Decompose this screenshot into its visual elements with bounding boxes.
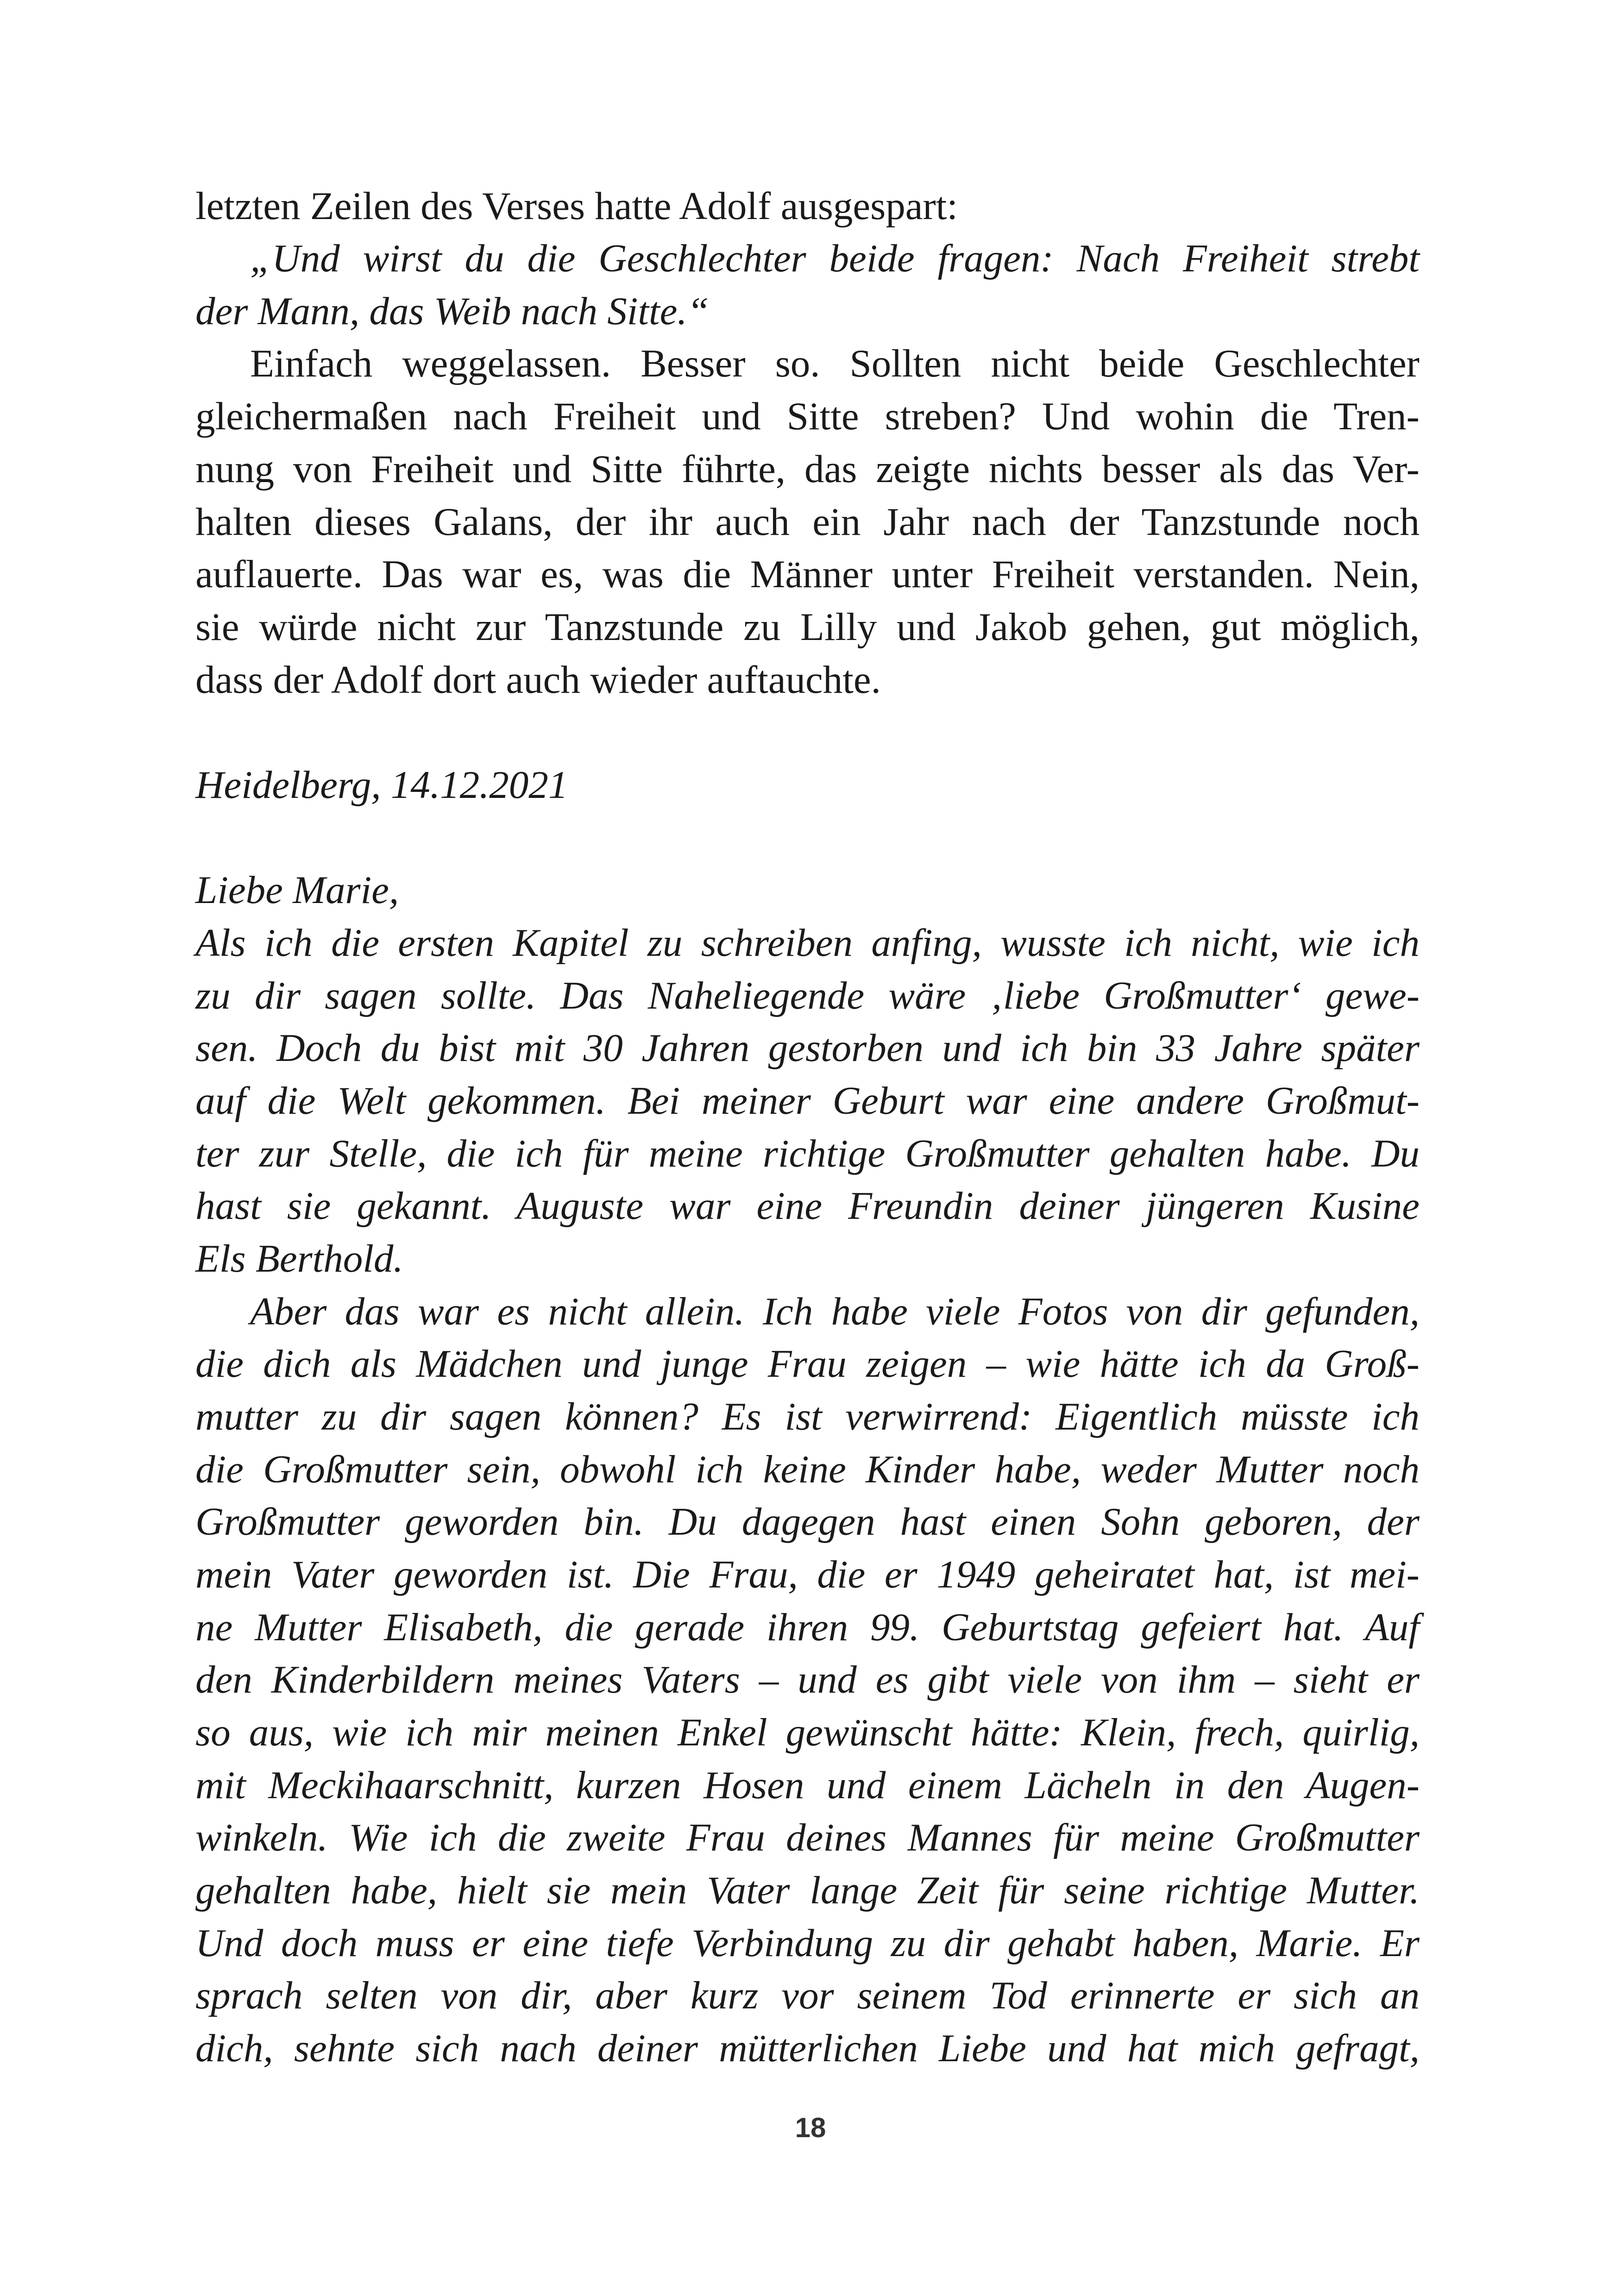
letter-line: zu dir sagen sollte. Das Naheliegende wäre ‚liebe Großmutter‘ gewe- bbox=[195, 974, 1420, 1017]
text-line: letzten Zeilen des Verses hatte Adolf ausgespart: bbox=[195, 184, 958, 228]
letter-line: gehalten habe, hielt sie mein Vater lange Zeit für seine richtige Mutter. bbox=[195, 1869, 1420, 1912]
quote-line: „Und wirst du die Geschlechter beide fragen: Nach Freiheit strebt bbox=[250, 237, 1420, 280]
letter-line: winkeln. Wie ich die zweite Frau deines Mannes für meine Großmutter bbox=[195, 1816, 1420, 1859]
text-line: gleichermaßen nach Freiheit und Sitte streben? Und wohin die Tren- bbox=[195, 395, 1420, 438]
letter-line: ter zur Stelle, die ich für meine richtige Großmutter gehalten habe. Du bbox=[195, 1132, 1420, 1175]
text-line: sie würde nicht zur Tanzstunde zu Lilly und Jakob gehen, gut möglich, bbox=[195, 605, 1420, 649]
letter-salutation: Liebe Marie, bbox=[195, 868, 399, 912]
quote-line: der Mann, das Weib nach Sitte.“ bbox=[195, 289, 709, 333]
text-line: Einfach weggelassen. Besser so. Sollten nicht beide Geschlechter bbox=[250, 342, 1420, 385]
text-line: dass der Adolf dort auch wieder auftauchte. bbox=[195, 658, 881, 702]
letter-line: Als ich die ersten Kapitel zu schreiben anfing, wusste ich nicht, wie ich bbox=[195, 921, 1420, 965]
letter-line: Großmutter geworden bin. Du dagegen hast einen Sohn geboren, der bbox=[195, 1500, 1420, 1543]
letter-line: mit Meckihaarschnitt, kurzen Hosen und einem Lächeln in den Augen- bbox=[195, 1763, 1420, 1807]
letter-line: mein Vater geworden ist. Die Frau, die er 1949 geheiratet hat, ist mei- bbox=[195, 1553, 1420, 1596]
text-line: halten dieses Galans, der ihr auch ein Jahr nach der Tanzstunde noch bbox=[195, 500, 1420, 544]
letter-line: Els Berthold. bbox=[195, 1237, 403, 1280]
letter-place-date: Heidelberg, 14.12.2021 bbox=[195, 763, 568, 807]
letter-line: auf die Welt gekommen. Bei meiner Geburt war eine andere Großmut- bbox=[195, 1079, 1420, 1123]
text-line: auflauerte. Das war es, was die Männer unter Freiheit verstanden. Nein, bbox=[195, 552, 1420, 596]
letter-line: sprach selten von dir, aber kurz vor seinem Tod erinnerte er sich an bbox=[195, 1974, 1420, 2017]
letter-line: hast sie gekannt. Auguste war eine Freundin deiner jüngeren Kusine bbox=[195, 1184, 1420, 1228]
letter-line: Aber das war es nicht allein. Ich habe viele Fotos von dir gefunden, bbox=[250, 1290, 1420, 1333]
text-line: nung von Freiheit und Sitte führte, das zeigte nichts besser als das Ver- bbox=[195, 447, 1420, 491]
letter-line: dich, sehnte sich nach deiner mütterlichen Liebe und hat mich gefragt, bbox=[195, 2026, 1420, 2070]
letter-line: die Großmutter sein, obwohl ich keine Kinder habe, weder Mutter noch bbox=[195, 1448, 1420, 1491]
letter-line: den Kinderbildern meines Vaters – und es gibt viele von ihm – sieht er bbox=[195, 1658, 1420, 1701]
letter-line: ne Mutter Elisabeth, die gerade ihren 99. Geburtstag gefeiert hat. Auf bbox=[195, 1606, 1420, 1649]
page-number: 18 bbox=[795, 2112, 826, 2143]
letter-line: so aus, wie ich mir meinen Enkel gewünscht hätte: Klein, frech, quirlig, bbox=[195, 1711, 1420, 1754]
letter-line: mutter zu dir sagen können? Es ist verwirrend: Eigentlich müsste ich bbox=[195, 1395, 1420, 1438]
letter-line: sen. Doch du bist mit 30 Jahren gestorben und ich bin 33 Jahre später bbox=[195, 1026, 1420, 1070]
letter-line: Und doch muss er eine tiefe Verbindung zu dir gehabt haben, Marie. Er bbox=[195, 1921, 1420, 1965]
letter-line: die dich als Mädchen und junge Frau zeigen – wie hätte ich da Groß- bbox=[195, 1342, 1420, 1386]
